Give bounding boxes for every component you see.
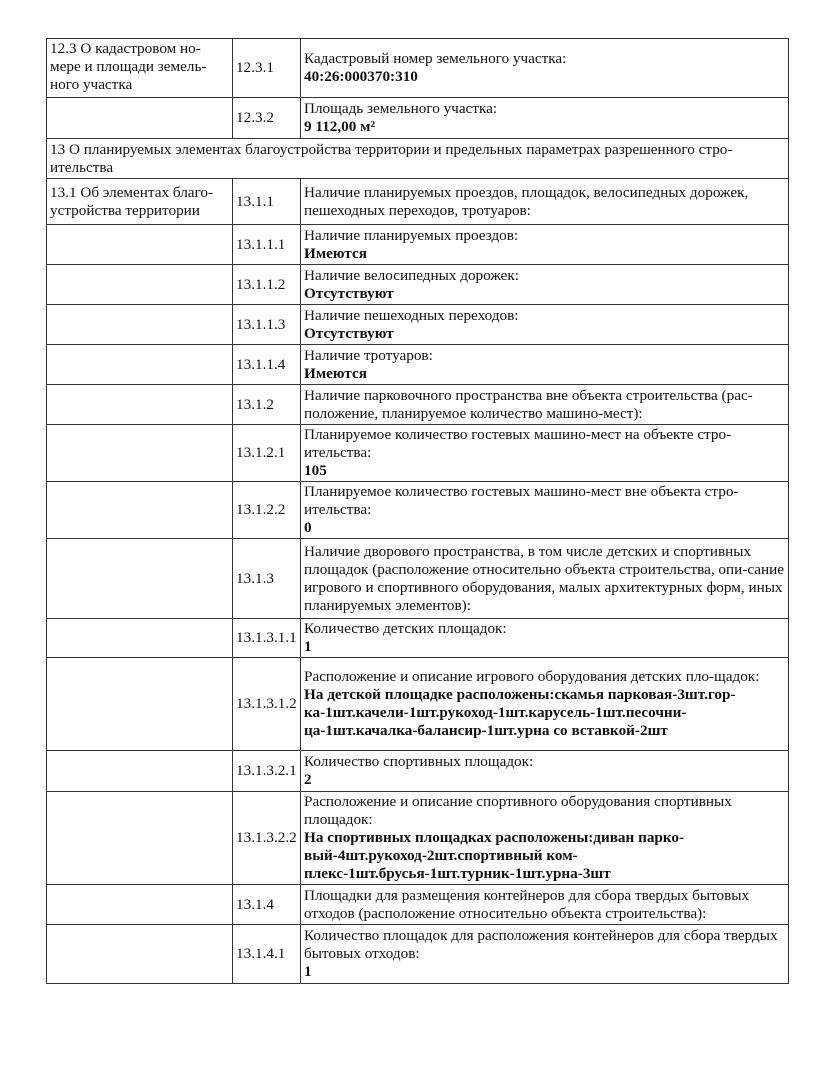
table-row (47, 225, 789, 265)
row-content (301, 751, 789, 792)
table-row (47, 792, 789, 885)
row-label: Площадки для размещения контейнеров для сбора твердых бытовых отходов (расположение относительно объекта строительства): (304, 886, 750, 922)
row-value: 2 (304, 771, 312, 788)
empty-cell (47, 425, 233, 482)
table-row (47, 98, 789, 139)
empty-cell (47, 885, 233, 925)
row-number: 13.1.1.2 (233, 265, 301, 305)
empty-cell (47, 792, 233, 885)
table-row (47, 925, 789, 984)
row-number: 13.1.1.1 (233, 225, 301, 265)
table-row (47, 305, 789, 345)
empty-cell (47, 658, 233, 751)
row-label: Планируемое количество гостевых машино-мест вне объекта стро-ительства: (304, 483, 739, 518)
table-row (47, 619, 789, 658)
row-content (301, 482, 789, 539)
row-number: 13.1.4.1 (233, 925, 301, 984)
row-label: Расположение и описание спортивного оборудования спортивных площадок: (304, 793, 732, 828)
row-value: 1 (304, 638, 312, 655)
empty-cell (47, 751, 233, 792)
empty-cell (47, 265, 233, 305)
empty-cell (47, 482, 233, 539)
table-row (47, 658, 789, 751)
row-content (301, 385, 789, 425)
row-content (301, 345, 789, 385)
empty-cell (47, 98, 233, 139)
row-label: Расположение и описание игрового оборудования детских пло-щадок: (304, 668, 760, 685)
row-number: 13.1.1.4 (233, 345, 301, 385)
table-row (47, 885, 789, 925)
section-heading: 13 О планируемых элементах благоустройства территории и предельных параметрах разрешенного стро-ительства (47, 139, 789, 179)
row-label: Наличие планируемых проездов, площадок, велосипедных дорожек, пешеходных переходов, тротуаров: (304, 183, 749, 219)
row-value: 1 (304, 963, 312, 980)
row-label: Наличие велосипедных дорожек: (304, 266, 519, 284)
row-value: Отсутствуют (304, 324, 394, 342)
row-content (301, 619, 789, 658)
empty-cell (47, 385, 233, 425)
row-label: Наличие тротуаров: (304, 346, 433, 364)
table-row (47, 751, 789, 792)
table-row (47, 345, 789, 385)
row-label: Наличие дворового пространства, в том числе детских и спортивных площадок (расположение относительно объекта строительства, опи-сание игрового и спортивного оборудования, малых архитектурных форм, иных планируемых элементов): (304, 542, 784, 614)
row-value: Отсутствуют (304, 284, 394, 302)
row-content (301, 885, 789, 925)
row-content (301, 305, 789, 345)
row-label: Количество спортивных площадок: (304, 753, 534, 770)
row-label: Наличие пешеходных переходов: (304, 306, 519, 324)
row-number: 13.1.3.2.1 (233, 751, 301, 792)
row-value: Имеются (304, 244, 367, 262)
row-label: Количество детских площадок: (304, 620, 507, 637)
row-content (301, 39, 789, 98)
empty-cell (47, 619, 233, 658)
row-label: Площадь земельного участка: (304, 100, 498, 117)
row-content (301, 925, 789, 984)
table-row (47, 265, 789, 305)
row-number: 13.1.3.2.2 (233, 792, 301, 885)
row-number: 12.3.2 (233, 98, 301, 139)
row-content (301, 425, 789, 482)
row-number: 13.1.4 (233, 885, 301, 925)
row-content (301, 658, 789, 751)
table-row (47, 39, 789, 98)
row-label: Кадастровый номер земельного участка: (304, 50, 567, 67)
row-label: Наличие парковочного пространства вне объекта строительства (рас-положение, планируемое количество машино-мест): (304, 386, 753, 422)
row-value: Имеются (304, 364, 367, 382)
row-content (301, 98, 789, 139)
row-value: 105 (304, 462, 327, 479)
row-value: 0 (304, 519, 312, 536)
row-number: 13.1.2 (233, 385, 301, 425)
row-label: Количество площадок для расположения контейнеров для сбора твердых бытовых отходов: (304, 927, 778, 962)
empty-cell (47, 345, 233, 385)
document-table (46, 38, 789, 984)
row-value: На спортивных площадках расположены:диван парко-вый-4шт.рукоход-2шт.спортивный ком-плекс-1шт.брусья-1шт.турник-1шт.урна-3шт (304, 829, 685, 882)
table-row (47, 179, 789, 225)
row-label: Наличие планируемых проездов: (304, 226, 519, 244)
empty-cell (47, 925, 233, 984)
row-number: 13.1.1.3 (233, 305, 301, 345)
empty-cell (47, 539, 233, 619)
empty-cell (47, 305, 233, 345)
row-number: 12.3.1 (233, 39, 301, 98)
row-number: 13.1.2.1 (233, 425, 301, 482)
row-number: 13.1.3.1.2 (233, 658, 301, 751)
section-title: 13.1 Об элементах благо-устройства территории (47, 179, 233, 225)
row-content (301, 792, 789, 885)
row-label: Планируемое количество гостевых машино-мест на объекте стро-ительства: (304, 426, 732, 461)
table-row (47, 539, 789, 619)
row-number: 13.1.2.2 (233, 482, 301, 539)
row-number: 13.1.3.1.1 (233, 619, 301, 658)
row-content (301, 539, 789, 619)
row-number: 13.1.1 (233, 179, 301, 225)
row-content (301, 179, 789, 225)
row-content (301, 265, 789, 305)
table-row (47, 139, 789, 179)
table-row (47, 482, 789, 539)
row-value: 9 112,00 м² (304, 118, 376, 135)
empty-cell (47, 225, 233, 265)
row-value: 40:26:000370:310 (304, 68, 418, 85)
row-value: На детской площадке расположены:скамья парковая-3шт.гор-ка-1шт.качели-1шт.рукоход-1шт.карусель-1шт.песочни-ца-1шт.качалка-балансир-1шт.урна со вставкой-2шт (304, 686, 736, 739)
section-title: 12.3 О кадастровом но-мере и площади земель-ного участка (47, 39, 233, 98)
table-row (47, 425, 789, 482)
row-content (301, 225, 789, 265)
table-row (47, 385, 789, 425)
row-number: 13.1.3 (233, 539, 301, 619)
